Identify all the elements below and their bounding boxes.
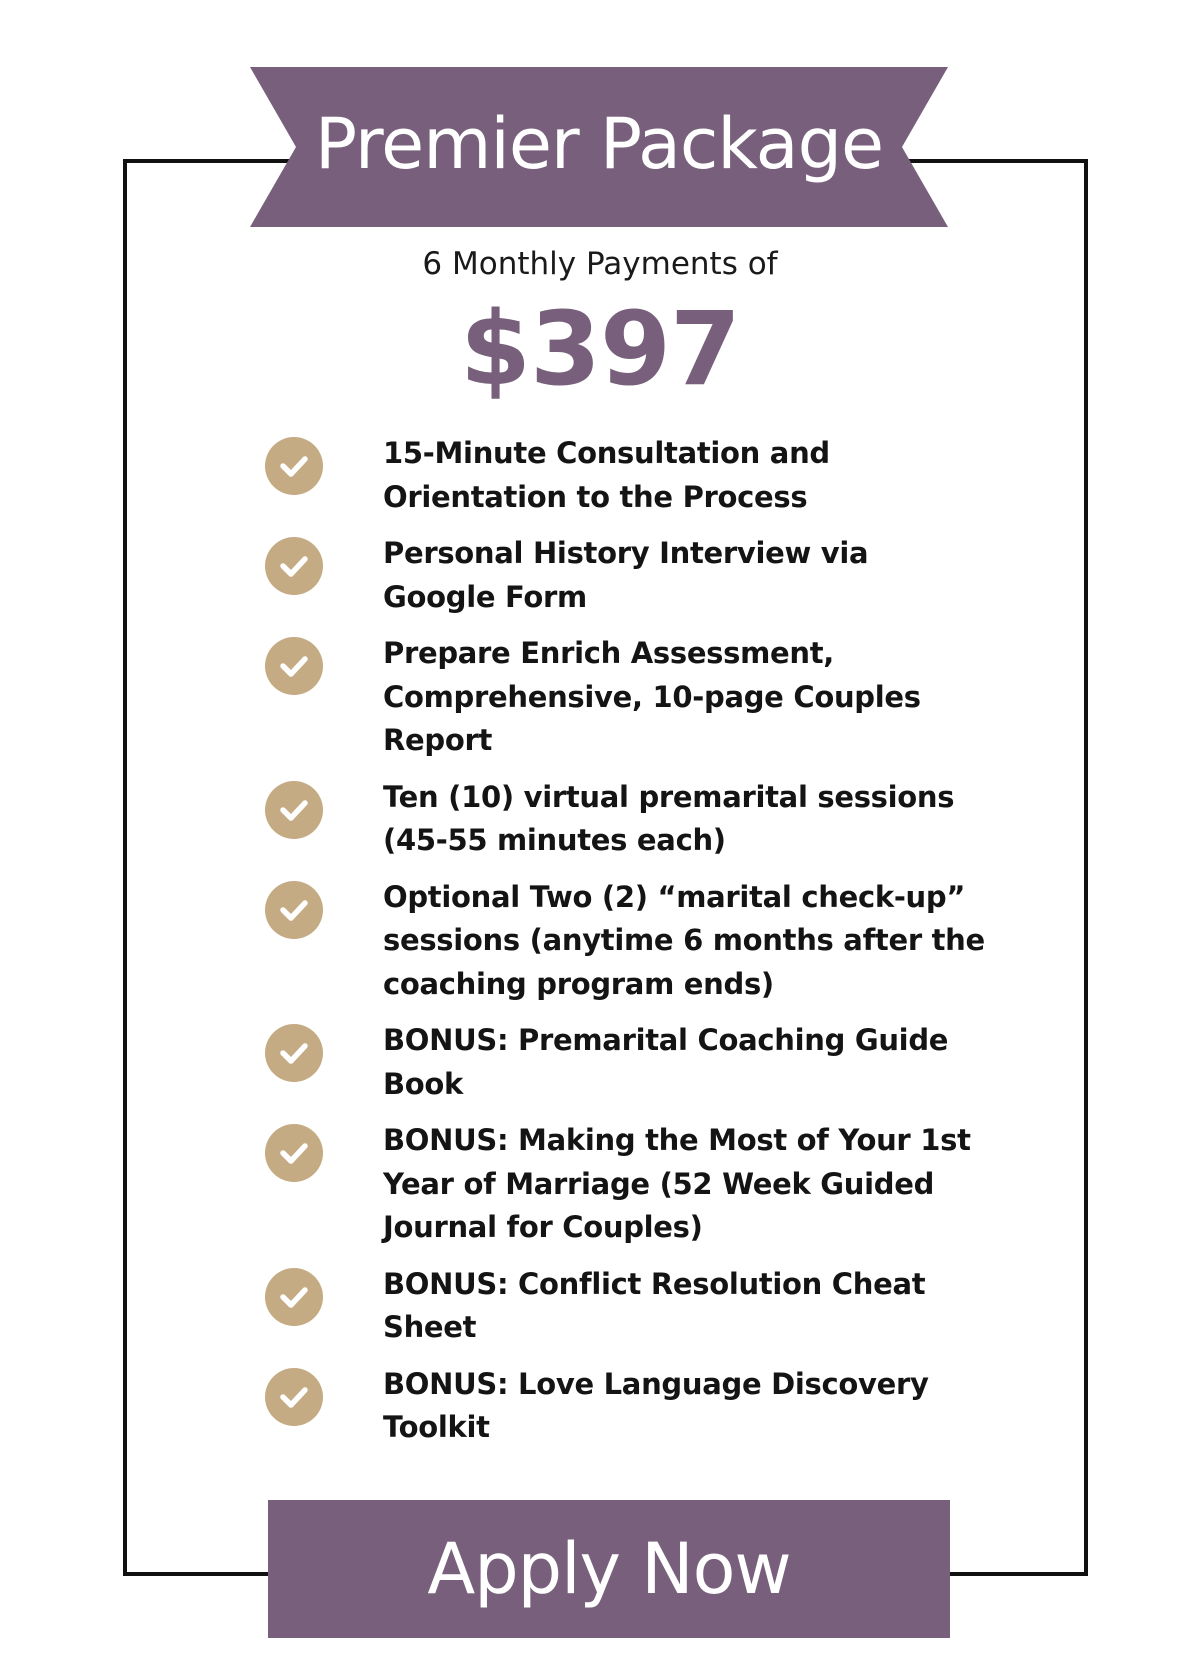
check-icon bbox=[265, 781, 323, 839]
feature-text: Prepare Enrich Assessment, Comprehensive, 10-page Couples Report bbox=[383, 636, 921, 757]
check-icon bbox=[265, 1124, 323, 1182]
feature-text: 15-Minute Consultation and Orientation to the Process bbox=[383, 436, 830, 514]
feature-item bbox=[265, 1263, 985, 1350]
feature-text: BONUS: Making the Most of Your 1st Year of Marriage (52 Week Guided Journal for Couples) bbox=[383, 1123, 971, 1244]
check-icon bbox=[265, 537, 323, 595]
check-icon bbox=[265, 1024, 323, 1082]
package-title: Premier Package bbox=[314, 103, 884, 185]
feature-text: BONUS: Premarital Coaching Guide Book bbox=[383, 1023, 949, 1101]
feature-item bbox=[265, 1363, 985, 1450]
feature-item bbox=[265, 1019, 985, 1106]
check-icon bbox=[265, 1368, 323, 1426]
title-banner bbox=[250, 67, 948, 227]
feature-text: Optional Two (2) “marital check-up” sessions (anytime 6 months after the coaching program ends) bbox=[383, 879, 985, 1001]
feature-item bbox=[265, 876, 985, 1007]
price-amount: $397 bbox=[460, 290, 740, 409]
check-icon bbox=[265, 1268, 323, 1326]
payment-subtitle: 6 Monthly Payments of bbox=[422, 246, 778, 282]
feature-item bbox=[265, 776, 985, 863]
check-icon bbox=[265, 881, 323, 939]
check-icon bbox=[265, 637, 323, 695]
check-icon bbox=[265, 437, 323, 495]
feature-item bbox=[265, 432, 985, 519]
apply-now-button[interactable]: Apply Now bbox=[268, 1500, 950, 1638]
feature-list bbox=[265, 432, 985, 1463]
feature-text: BONUS: Conflict Resolution Cheat Sheet bbox=[383, 1266, 926, 1344]
feature-item bbox=[265, 1119, 985, 1250]
feature-text: BONUS: Love Language Discovery Toolkit bbox=[383, 1366, 929, 1444]
feature-item bbox=[265, 632, 985, 763]
feature-text: Ten (10) virtual premarital sessions (45-55 minutes each) bbox=[383, 779, 955, 857]
feature-item bbox=[265, 532, 985, 619]
feature-text: Personal History Interview via Google Form bbox=[383, 536, 869, 614]
